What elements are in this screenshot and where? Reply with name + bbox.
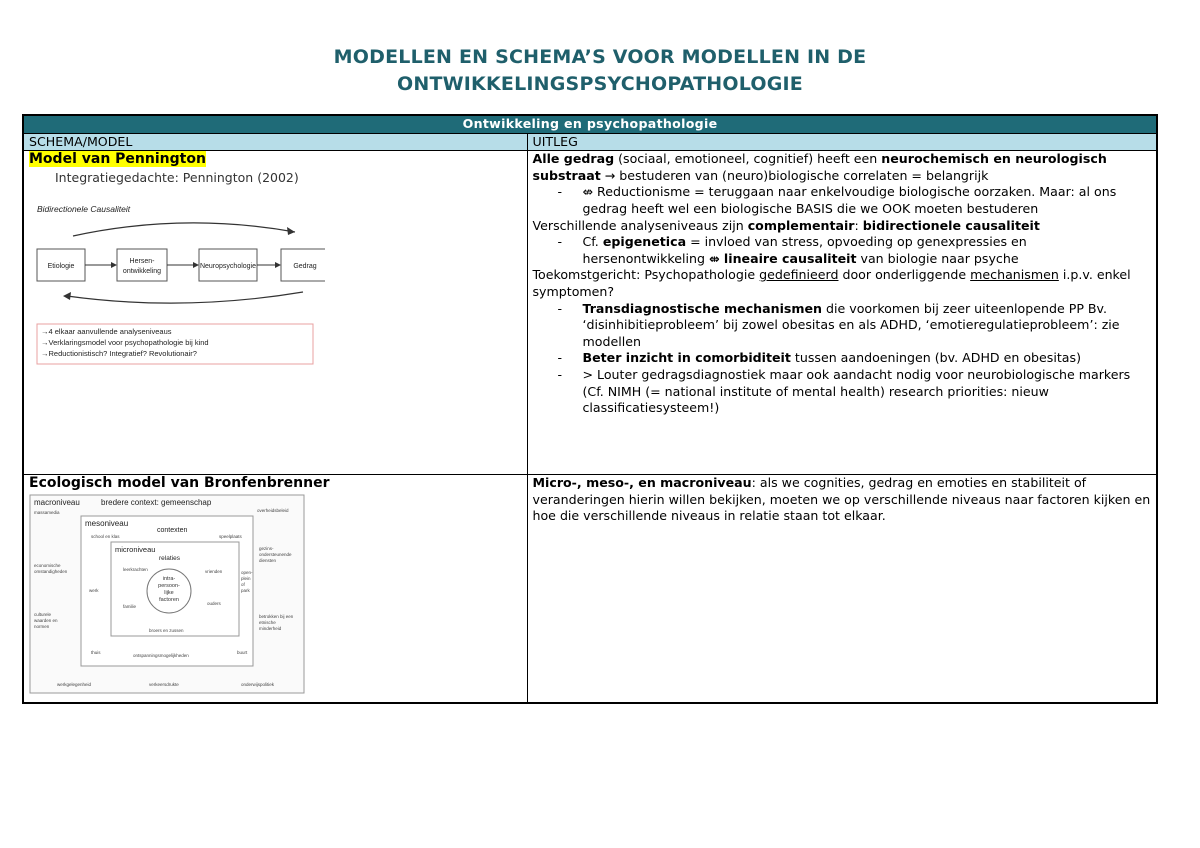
label: park (241, 588, 250, 594)
label: overheidsbeleid (257, 508, 289, 514)
model-title: Ecologisch model van Bronfenbrenner (29, 475, 330, 492)
label: normen (34, 624, 50, 630)
diagram-heading: Integratiegedachte: Pennington (2002) (55, 169, 299, 185)
label: etnische (259, 620, 276, 626)
meso-context: contexten (157, 527, 188, 535)
feedback-arrow-bottom (67, 292, 303, 303)
micro-label: microniveau (115, 545, 156, 555)
diagram-subheading: Bidirectionele Causaliteit (37, 203, 131, 214)
models-table (22, 114, 1158, 704)
text: van biologie naar psyche (856, 250, 1019, 266)
text: (sociaal, emotioneel, cognitief) heeft een (614, 151, 882, 167)
schema-cell (23, 475, 527, 703)
pennington-diagram (33, 168, 325, 368)
label: minderheid (259, 626, 282, 632)
label: economische (34, 563, 61, 569)
label: intra- (162, 576, 176, 583)
bullet-list (533, 301, 1152, 417)
document-title (0, 44, 1200, 98)
label: gezins- (259, 546, 274, 552)
text: = invloed van stress, opvoeding op genexpressies en hersenontwikkeling (582, 234, 1027, 266)
paragraph (533, 475, 1152, 525)
arrowhead-icon (111, 262, 117, 268)
label: buurt (237, 650, 248, 656)
table-row (23, 475, 1157, 703)
label: plein (241, 576, 251, 582)
column-header-schema: SCHEMA/MODEL (23, 133, 527, 151)
label: leerkrachten (123, 567, 148, 573)
note-2: →Verklaringsmodel voor psychopathologie bij kind (41, 337, 209, 347)
underlined-text: gedefinieerd (759, 267, 839, 283)
label: speelplaats (219, 534, 242, 540)
bold-text: epigenetica (602, 234, 687, 250)
label: familie (123, 604, 137, 610)
model-title: Model van Pennington (29, 151, 206, 168)
macro-context: bredere context: gemeenschap (101, 498, 212, 508)
label: school en klas (91, 534, 120, 540)
macro-label: macroniveau (34, 498, 80, 508)
list-item: - > Louter gedragsdiagnostiek maar ook aandacht nodig voor neurobiologische markers (Cf. NIMH (= national institute of mental health) research priorities: nieuw classificatiesysteem!) (583, 367, 1152, 417)
box-neuro-label: Neuropsychologie (199, 262, 257, 270)
label: onderwijspolitiek (241, 682, 275, 688)
text: door onderliggende (838, 267, 971, 283)
label: open- (241, 570, 253, 576)
section-title: Ontwikkeling en psychopathologie (23, 115, 1157, 133)
uitleg-cell (527, 151, 1157, 475)
paragraph (533, 218, 1152, 235)
label: vrienden (205, 569, 223, 575)
title-line-1: MODELLEN EN SCHEMA’S VOOR MODELLEN IN DE (333, 46, 867, 68)
label: lijke (164, 590, 174, 597)
bold-text: complementair (747, 217, 855, 233)
text: → bestuderen van (neuro)biologische correlaten = belangrijk (600, 167, 989, 183)
label: betrokken bij een (259, 614, 294, 620)
text: Cf. (582, 234, 603, 250)
label: ondersteunende (259, 552, 292, 558)
label: ontspanningsmogelijkheden (133, 653, 189, 659)
bold-text: Micro-, meso-, en macroniveau (532, 475, 752, 491)
bullet-list (533, 234, 1152, 267)
text: : als we cognities, gedrag en emoties en stabiliteit of veranderingen hierin willen bekijken, moeten we op verschillende niveaus naar factoren kijken en hoe die verschillende niveaus in relatie staan tot elkaar. (532, 475, 1151, 524)
schema-cell (23, 151, 527, 475)
list-item (583, 350, 1152, 367)
label: waarden en (34, 618, 58, 624)
box-hersen-label-2: ontwikkeling (122, 267, 162, 275)
paragraph (533, 267, 1152, 300)
bullet-list (533, 184, 1152, 217)
list-item: - ⇎ Reductionisme = teruggaan naar enkelvoudige biologische oorzaken. Maar: al ons gedrag heeft wel een biologische BASIS die we OOK moeten bestuderen (583, 184, 1152, 217)
arrowhead-icon (275, 262, 281, 268)
title-line-2: ONTWIKKELINGSPSYCHOPATHOLOGIE (397, 73, 803, 95)
note-1: →4 elkaar aanvullende analyseniveaus (41, 326, 172, 336)
bronfenbrenner-diagram (29, 494, 305, 694)
text: Toekomstgericht: Psychopathologie (532, 267, 760, 283)
box-hersen-label-1: Hersen- (129, 257, 155, 265)
box-hersenontwikkeling (117, 249, 167, 281)
note-3: →Reductionistisch? Integratief? Revolutionair? (41, 348, 197, 358)
text: i.p.v. enkel symptomen? (532, 267, 1131, 299)
feedback-arrow-top (73, 223, 295, 236)
text: Verschillende analyseniveaus zijn (532, 217, 748, 233)
label: werkgelegenheid (57, 682, 92, 688)
bold-text: Alle gedrag (532, 151, 615, 167)
text: tussen aandoeningen (bv. ADHD en obesitas) (790, 350, 1081, 366)
label: thuis (91, 650, 101, 656)
meso-label: mesoniveau (85, 519, 129, 529)
box-etiologie-label: Etiologie (47, 262, 75, 270)
label: omstandigheden (34, 569, 68, 575)
arrowhead-icon (287, 227, 295, 235)
uitleg-cell (527, 475, 1157, 703)
label: ouders (207, 601, 221, 607)
label: massamedia (34, 510, 60, 516)
label: of (241, 582, 245, 588)
label: werk (89, 588, 99, 594)
list-item (583, 234, 1152, 267)
bold-text: neurochemisch en neurologisch substraat (532, 151, 1107, 183)
arrowhead-icon (63, 292, 71, 300)
text: die voorkomen bij zeer uiteenlopende PP Bv. ‘disinhibitieprobleem’ bij zowel obesitas en als ADHD, ‘emotieregulatieprobleem’: zie modellen (582, 300, 1120, 349)
micro-relations: relaties (159, 555, 180, 563)
label: verkeersdrukte (149, 682, 179, 688)
bold-text: bidirectionele causaliteit (862, 217, 1040, 233)
bold-text: ⇎ lineaire causaliteit (709, 250, 857, 266)
label: factoren (159, 597, 179, 604)
bold-text: Transdiagnostische mechanismen (582, 300, 823, 316)
label: persoon- (158, 583, 180, 590)
list-item (583, 301, 1152, 351)
arrowhead-icon (193, 262, 199, 268)
section-header-row (23, 115, 1157, 133)
column-header-uitleg: UITLEG (527, 133, 1157, 151)
label: broers en zussen (149, 628, 184, 634)
label: culturele (34, 612, 52, 618)
box-gedrag-label: Gedrag (293, 262, 317, 270)
table-row (23, 151, 1157, 475)
paragraph (533, 151, 1152, 184)
label: diensten (259, 558, 277, 564)
text: : (854, 217, 863, 233)
underlined-text: mechanismen (970, 267, 1059, 283)
bold-text: Beter inzicht in comorbiditeit (582, 350, 791, 366)
column-header-row (23, 133, 1157, 151)
